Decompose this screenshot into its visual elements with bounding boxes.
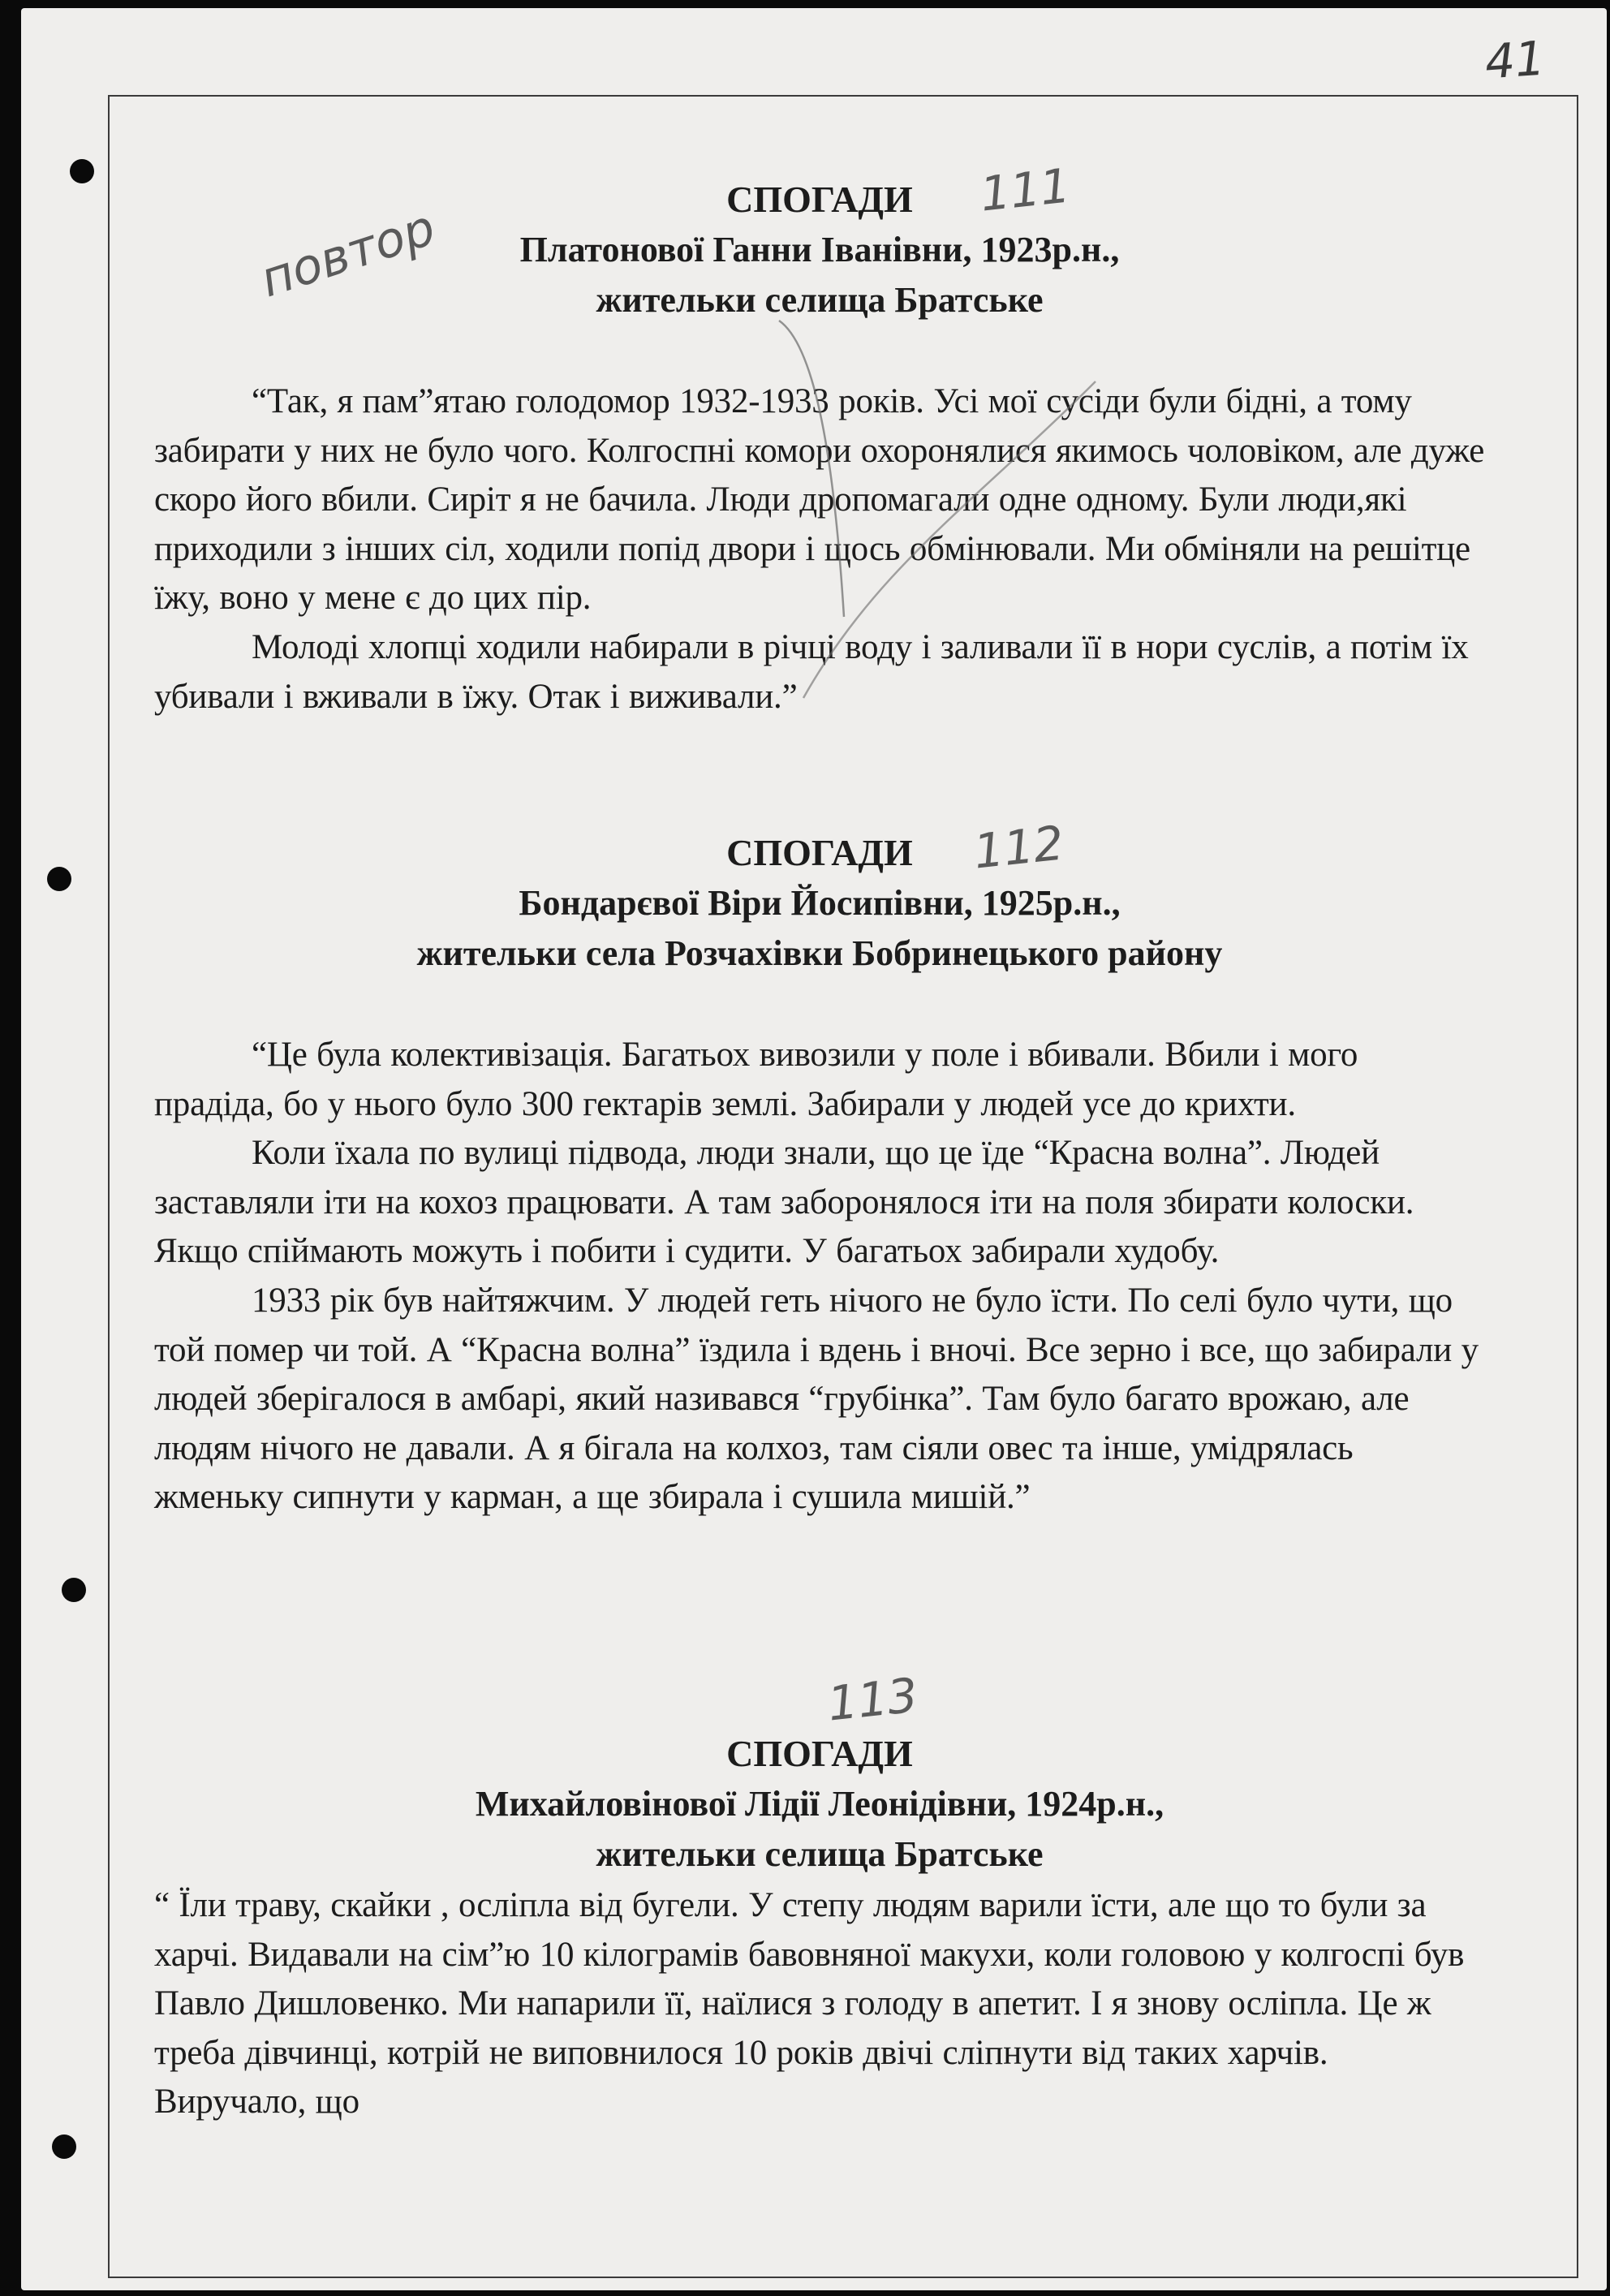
- memoir-place: жительки селища Братське: [596, 280, 1044, 320]
- page-number: 41: [1483, 30, 1548, 90]
- memoir-number: 112: [971, 815, 1066, 880]
- section-title: СПОГАДИ: [726, 1733, 913, 1774]
- paragraph: “ Їли траву, скайки , осліпла від бугели. У степу людям варили їсти, але що то були за харчі. Видавали на сім”ю 10 кілограмів бавовняної макухи, коли головою у колгоспі був Павло Дишловенко. Ми напарили її, наїлися з голоду в апетит. І я знову осліпла. Це ж треба дівчинці, котрій не виповнилося 10 років двічі сліпнути від таких харчів. Виручало, що: [154, 1886, 1465, 2122]
- paragraph: “Це була колективізація. Багатьох вивозили у поле і вбивали. Вбили і мого прадіда, бо у нього було 300 гектарів землі. Забирали у людей усе до крихти.: [154, 1036, 1358, 1123]
- memoir-author: Михайловінової Лідії Леонідівни, 1924р.н.,: [475, 1784, 1164, 1824]
- memoir-author: Платонової Ганни Іванівни, 1923р.н.,: [519, 230, 1120, 269]
- paragraph: “Так, я пам”ятаю голодомор 1932-1933 років. Усі мої сусіди були бідні, а тому забирати у них не було чого. Колгоспні комори охоронялися якимось чоловіком, але дуже скоро його вбили. Сиріт я не бачила. Люди дропомагали одне одному. Були люди,які приходили з інших сіл, ходили попід двори і щось обмінювали. Ми обміняли на решітце їжу, воно у мене є до цих пір.: [154, 382, 1485, 618]
- memoir-author: Бондарєвої Віри Йосипівни, 1925р.н.,: [519, 883, 1121, 923]
- memoir-section-1: [154, 174, 1485, 722]
- memoir-number: 111: [977, 157, 1073, 222]
- memoir-section-3: [154, 1729, 1485, 2127]
- memoir-text: [154, 1881, 1485, 2127]
- memoir-section-2: [154, 828, 1485, 1523]
- section-title: СПОГАДИ: [726, 832, 913, 873]
- memoir-place: жительки селища Братське: [596, 1834, 1044, 1874]
- punch-hole: [47, 867, 71, 891]
- punch-hole: [70, 159, 94, 183]
- margin-note: повтор: [253, 199, 442, 309]
- memoir-number: 113: [824, 1667, 920, 1732]
- memoir-place: жительки села Розчахівки Бобринецького району: [416, 933, 1223, 973]
- memoir-text: [154, 377, 1485, 722]
- section-title: СПОГАДИ: [726, 179, 913, 220]
- paragraph: Молоді хлопці ходили набирали в річці воду і заливали її в нори суслів, а потім їх убивали і вживали в їжу. Отак і виживали.”: [154, 627, 1469, 716]
- memoir-text: [154, 1031, 1485, 1523]
- paragraph: Коли їхала по вулиці підвода, люди знали, що це їде “Красна волна”. Людей заставляли іти на кохоз працювати. А там заборонялося іти на поля збирати колоски. Якщо спіймають можуть і побити і судити. У багатьох забирали худобу.: [154, 1134, 1414, 1271]
- punch-hole: [62, 1578, 86, 1602]
- paragraph: 1933 рік був найтяжчим. У людей геть нічого не було їсти. По селі було чути, що той помер чи той. А “Красна волна” їздила і вдень і вночі. Все зерно і все, що забирали у людей зберігалося в амбарі, який називався “грубінка”. Там було багато врожаю, але людям нічого не давали. А я бігала на колхоз, там сіяли овес та інше, умідрялась жменьку сипнути у карман, а ще збирала і сушила мишій.”: [154, 1281, 1479, 1517]
- punch-hole: [52, 2134, 76, 2159]
